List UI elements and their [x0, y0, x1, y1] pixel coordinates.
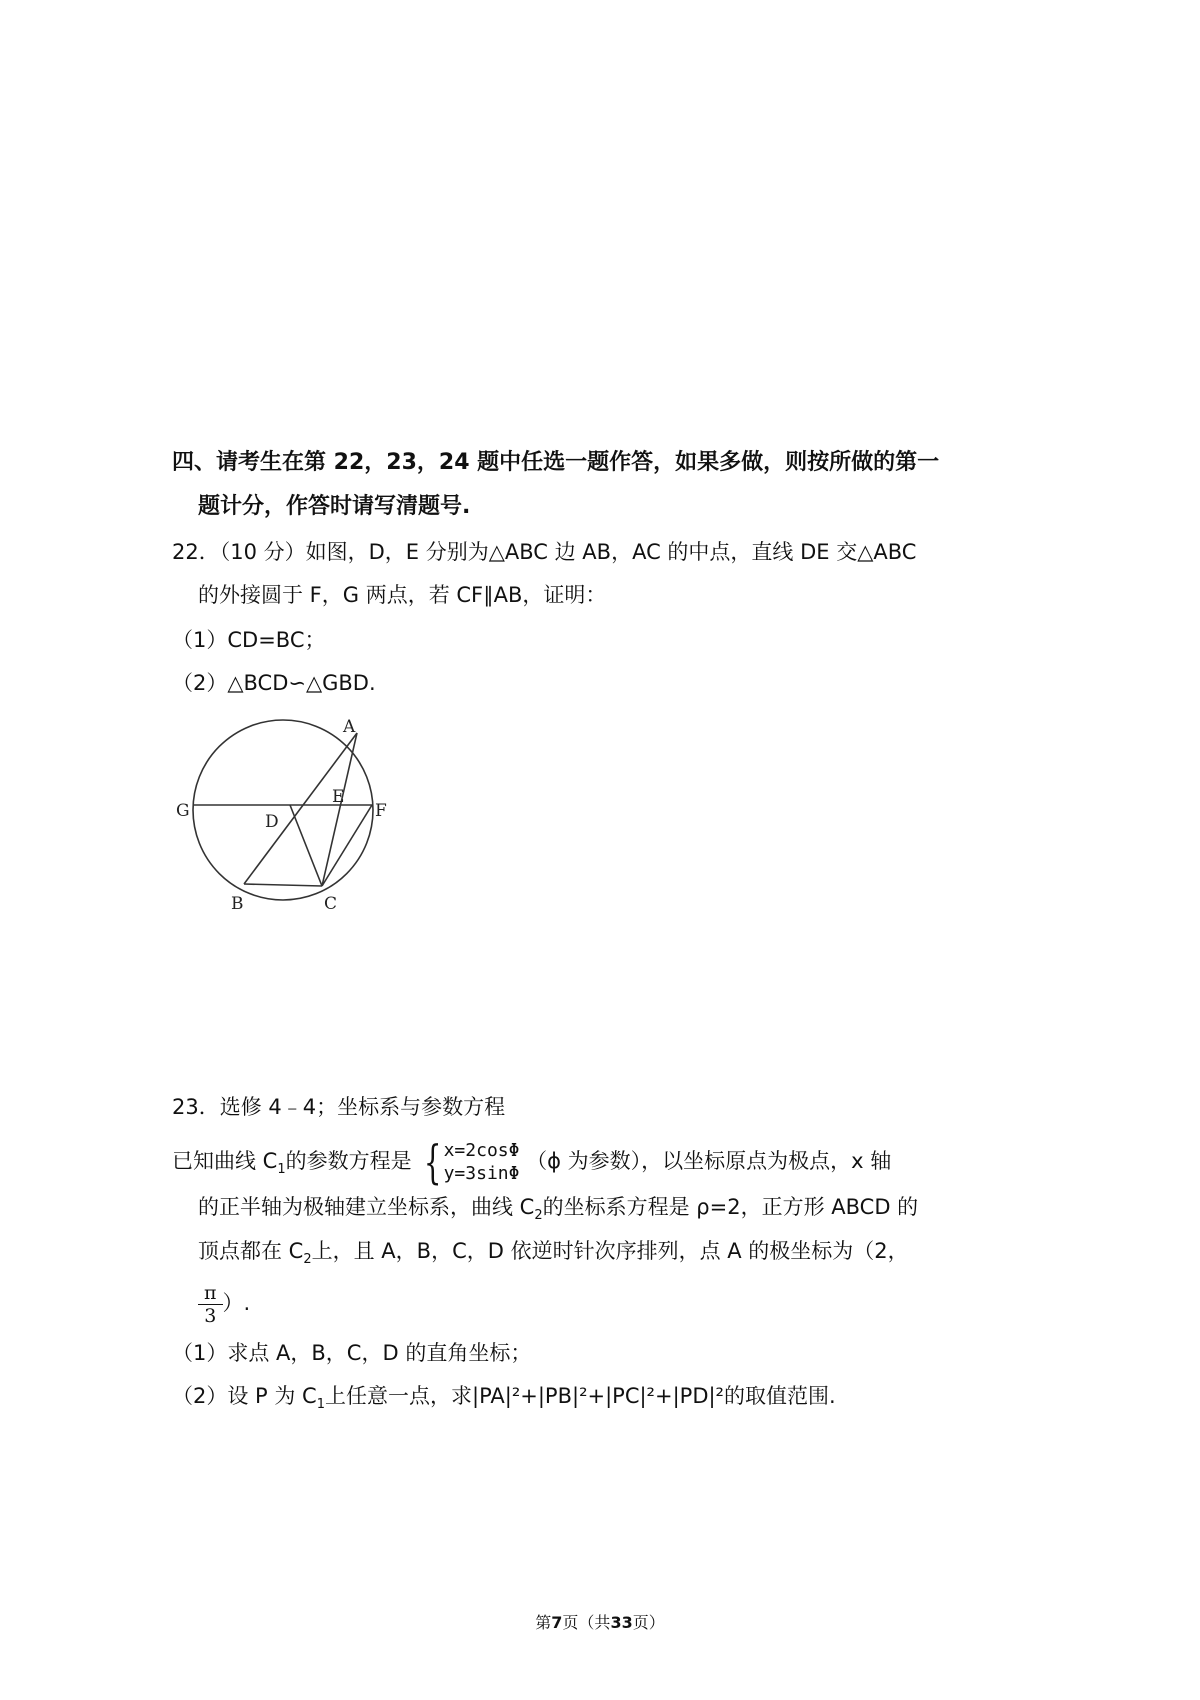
section-heading-line1: 四、请考生在第 22，23，24 题中任选一题作答，如果多做，则按所做的第一 — [172, 450, 940, 475]
q23-line2-post: 的坐标系方程是 ρ=2，正方形 ABCD 的 — [542, 1195, 919, 1219]
label-D: D — [265, 812, 279, 832]
q23-part2-sub: 1 — [316, 1397, 325, 1413]
fraction-numerator: π — [198, 1282, 223, 1305]
q23-line4 — [198, 1278, 250, 1328]
footer-page-number: 7 — [551, 1613, 563, 1632]
eq-y: y=3sinΦ — [443, 1163, 520, 1184]
eq-x: x=2cosΦ — [443, 1140, 520, 1161]
q23-line4-post: ）. — [222, 1291, 251, 1315]
q23-line3-pre: 顶点都在 C — [198, 1239, 304, 1263]
label-E: E — [332, 787, 345, 807]
footer-pre: 第 — [535, 1613, 552, 1632]
q23-line2 — [198, 1192, 918, 1231]
q23-part2-post: 上任意一点，求|PA|²+|PB|²+|PC|²+|PD|²的取值范围. — [325, 1384, 836, 1408]
label-C: C — [324, 894, 338, 914]
q23-line1-mid: 的参数方程是 — [285, 1149, 412, 1173]
q23-line3-post: 上，且 A，B，C，D 依逆时针次序排列，点 A 的极坐标为（2， — [311, 1239, 909, 1263]
page-footer — [0, 1610, 1200, 1633]
q23-title: 23．选修 4﹣4；坐标系与参数方程 — [172, 1095, 506, 1119]
q23-part1: （1）求点 A，B，C，D 的直角坐标； — [172, 1341, 532, 1365]
q22-part2: （2）△BCD∽△GBD. — [172, 671, 376, 695]
segment-DC — [290, 805, 322, 886]
fraction-denominator: 3 — [204, 1304, 217, 1327]
label-G: G — [176, 801, 190, 821]
section-heading-line2: 题计分，作答时请写清题号. — [198, 494, 471, 519]
q23-line1-post: （ϕ 为参数），以坐标原点为极点，x 轴 — [526, 1149, 892, 1173]
parametric-system — [418, 1135, 520, 1189]
footer-total-pages: 33 — [610, 1613, 633, 1632]
q23-line1 — [172, 1135, 892, 1193]
q22-line2: 的外接圆于 F，G 两点，若 CF∥AB，证明： — [198, 583, 607, 607]
footer-mid: 页（共 — [562, 1613, 611, 1632]
q23-line2-sub: 2 — [534, 1208, 543, 1224]
footer-post: 页） — [632, 1613, 665, 1632]
q23-line3-sub: 2 — [303, 1252, 312, 1268]
label-F: F — [375, 801, 387, 821]
q22-figure — [160, 705, 410, 915]
q23-line2-pre: 的正半轴为极轴建立坐标系，曲线 C — [198, 1195, 535, 1219]
label-A: A — [343, 717, 356, 737]
q23-part2-pre: （2）设 P 为 C — [172, 1384, 317, 1408]
q23-line1-sub: 1 — [277, 1162, 286, 1178]
q22-part1: （1）CD=BC； — [172, 628, 326, 652]
q23-part2 — [172, 1381, 836, 1420]
label-B: B — [231, 894, 244, 914]
fraction-pi-over-3 — [198, 1282, 223, 1327]
q22-line1: 22．（10 分）如图，D，E 分别为△ABC 边 AB，AC 的中点，直线 DE 交△ABC — [172, 540, 917, 564]
q23-line1-pre: 已知曲线 C — [172, 1149, 278, 1173]
brace-icon: { — [424, 1135, 442, 1189]
segment-BC — [244, 884, 322, 886]
q23-line3 — [198, 1236, 909, 1275]
